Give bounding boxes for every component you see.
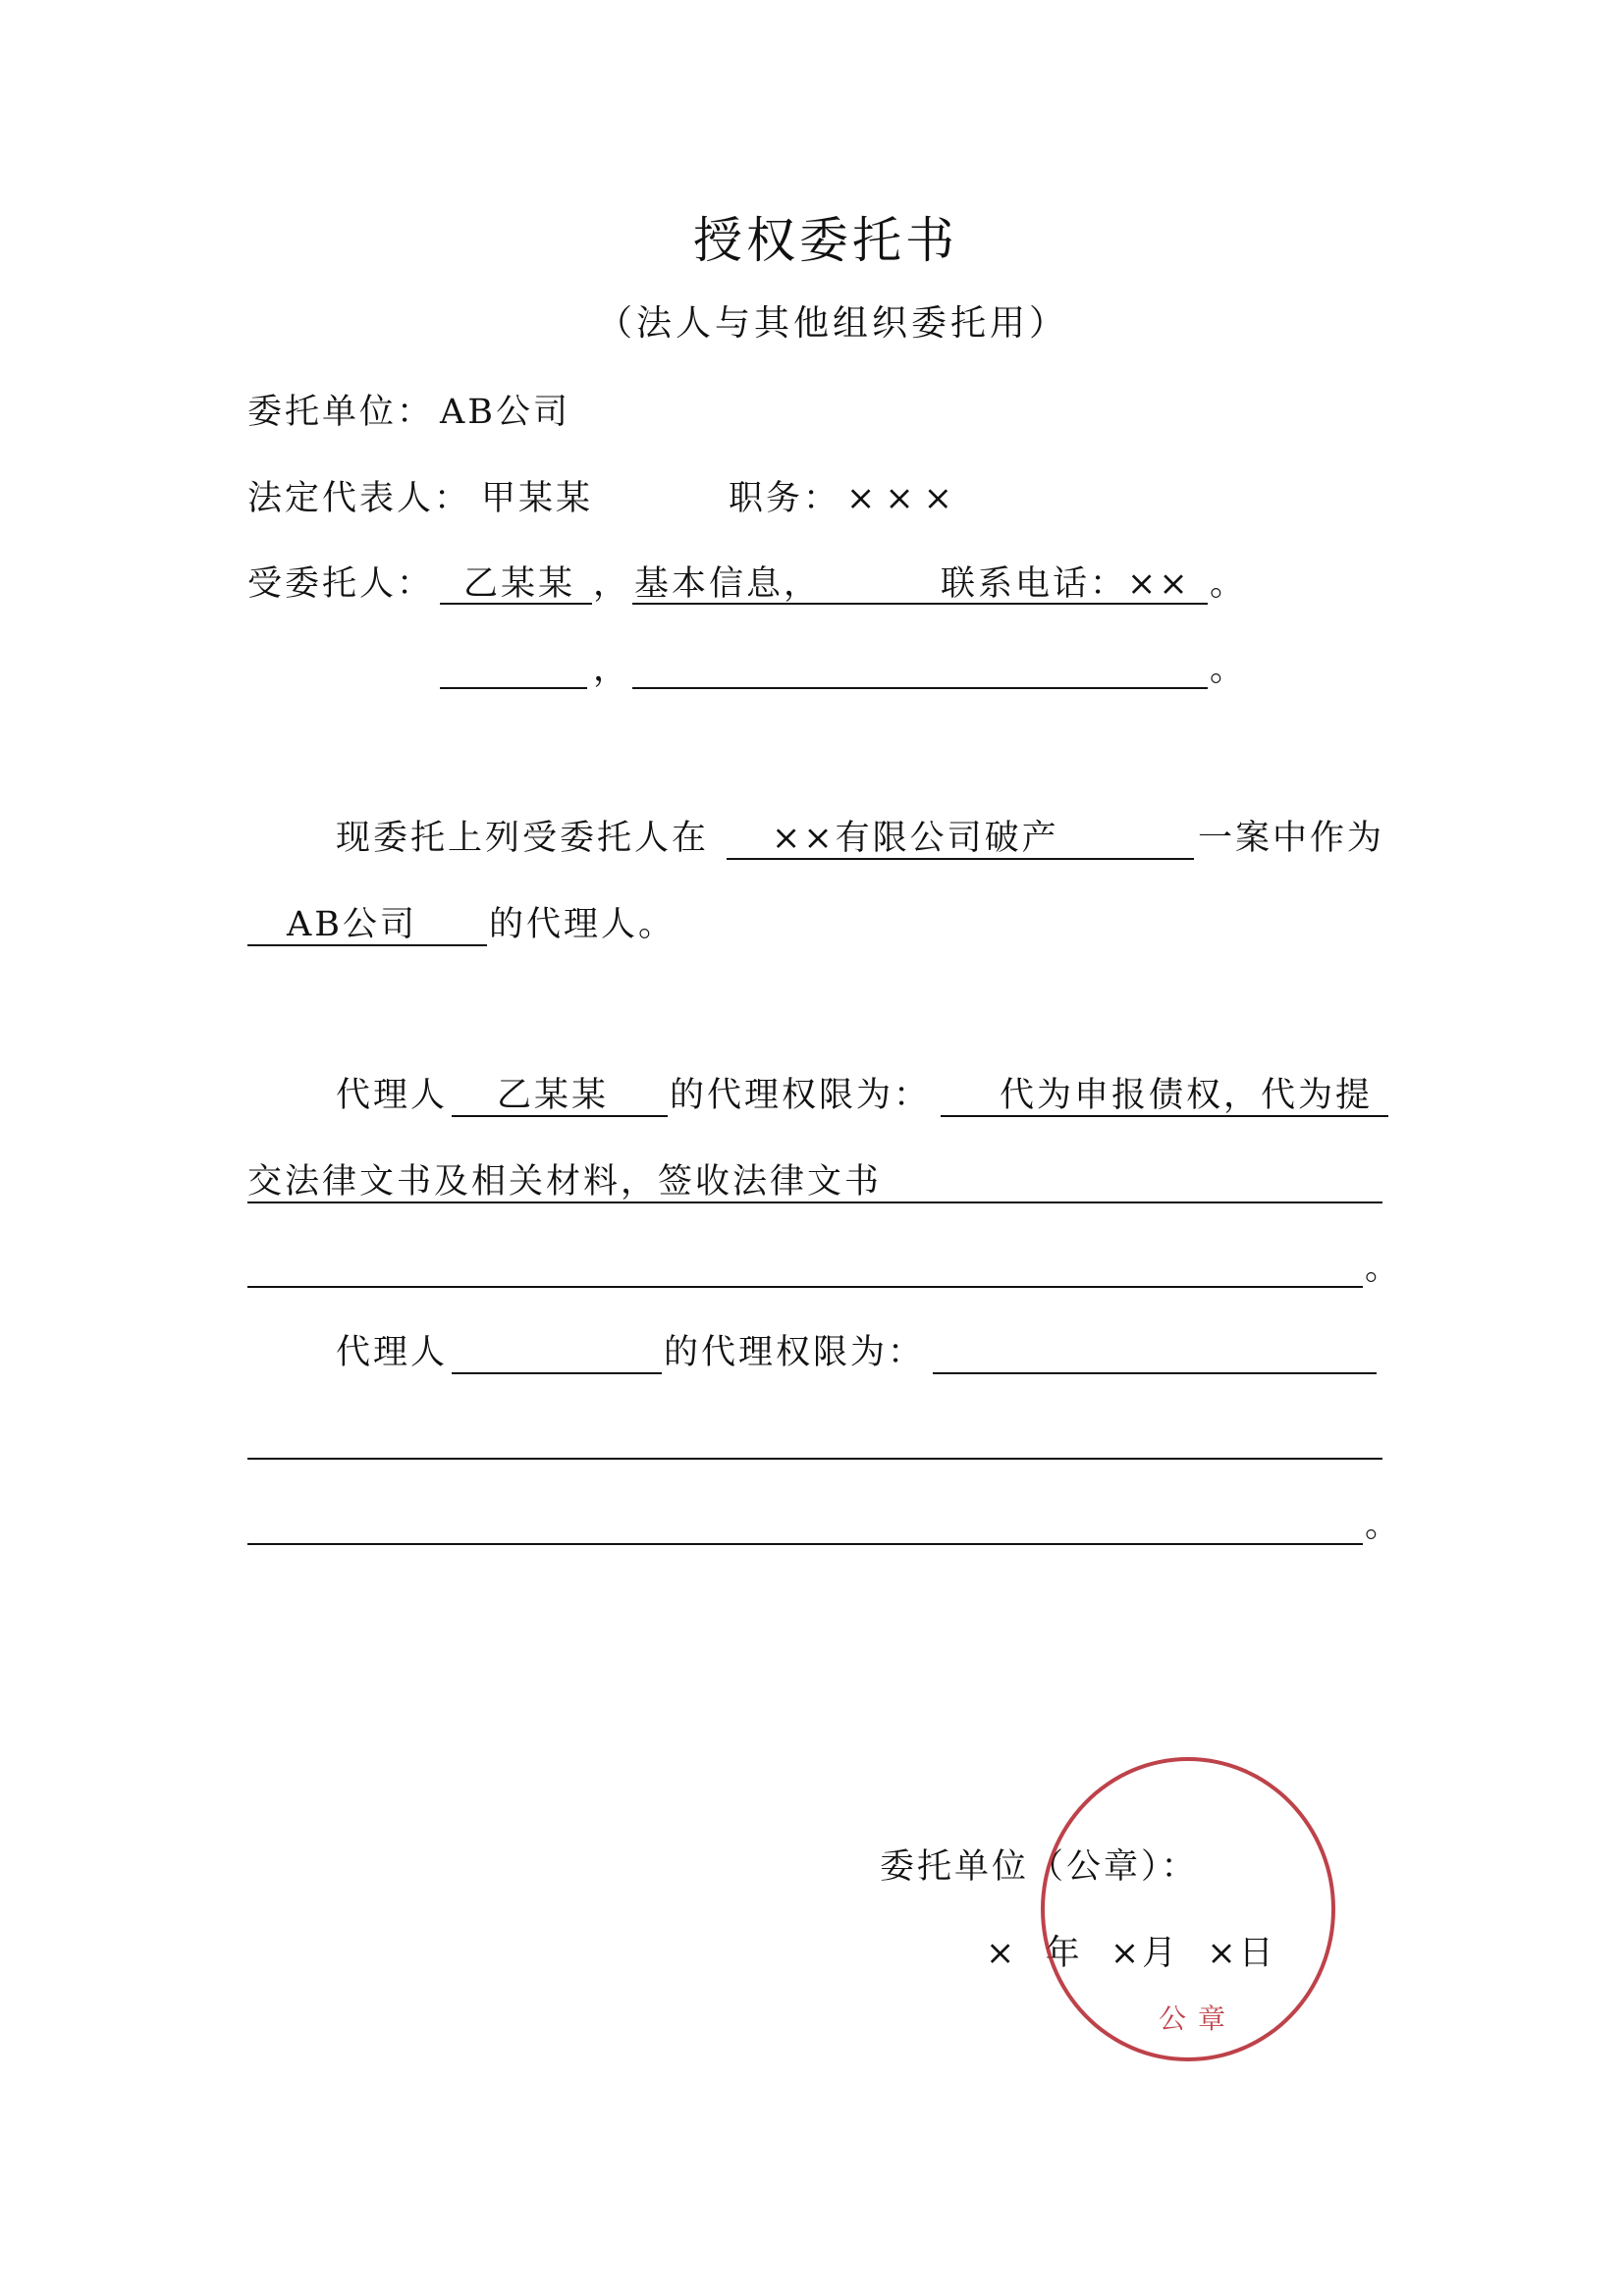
seal-text: 公章 <box>1159 2002 1238 2035</box>
agent1-prefix: 代理人 <box>336 1076 449 1115</box>
legal-rep-value: 甲某某 <box>481 479 594 518</box>
agent1-scope-underline2 <box>247 1201 1382 1203</box>
trustee2-sep: ， <box>593 650 631 689</box>
agent2-mid: 的代理权限为： <box>664 1333 926 1372</box>
agent1-scope-line1: 代为申报债权，代为提 <box>1000 1076 1374 1115</box>
entrust-case-underline <box>727 858 1194 860</box>
agent1-end: 。 <box>1365 1249 1403 1288</box>
trustee-phone-label: 联系电话：×× <box>941 564 1191 604</box>
agent2-end: 。 <box>1365 1506 1403 1545</box>
entrust-party: AB公司 <box>287 905 417 944</box>
position-label: 职务： <box>729 479 841 518</box>
trustee-sep: ， <box>593 564 631 604</box>
trustee-info-label: 基本信息， <box>634 564 822 604</box>
entrust-mid: 一案中作为 <box>1198 819 1385 858</box>
agent2-scope-underline2 <box>247 1458 1382 1460</box>
agent1-scope-line2: 交法律文书及相关材料，签收法律文书 <box>247 1162 883 1201</box>
legal-rep-label: 法定代表人： <box>247 479 472 518</box>
agent2-scope-underline1 <box>933 1372 1377 1374</box>
position-value: ××× <box>846 479 962 518</box>
company-seal <box>1041 1757 1335 2061</box>
document-title: 授权委托书 <box>693 212 958 269</box>
trustee2-name-line <box>440 687 587 689</box>
agent1-scope-underline3 <box>247 1286 1363 1288</box>
entrust-suffix: 的代理人。 <box>489 905 677 944</box>
signature-date: × 年 ×月 ×日 <box>986 1934 1276 1973</box>
trustee-name-underline <box>440 603 592 605</box>
entrust-prefix: 现委托上列受委托人在 <box>336 819 710 858</box>
trustee-name: 乙某某 <box>463 564 576 604</box>
agent2-prefix: 代理人 <box>336 1333 449 1372</box>
agent1-mid: 的代理权限为： <box>670 1076 932 1115</box>
trustee-end: 。 <box>1210 564 1248 604</box>
signature-label: 委托单位（公章）： <box>880 1847 1199 1887</box>
trustee2-info-line <box>632 687 1208 689</box>
agent1-name: 乙某某 <box>497 1076 610 1115</box>
agent2-scope-underline3 <box>247 1543 1363 1545</box>
entrust-party-underline <box>247 944 487 946</box>
agent1-scope-underline1 <box>941 1115 1388 1117</box>
entrusting-unit-value: AB公司 <box>440 393 570 432</box>
trustee2-end: 。 <box>1210 650 1248 689</box>
trustee-label: 受委托人： <box>247 564 435 604</box>
document-subtitle: （法人与其他组织委托用） <box>597 303 1069 344</box>
trustee-info-underline <box>632 603 1208 605</box>
agent1-name-underline <box>452 1115 668 1117</box>
entrust-case-name: ××有限公司破产 <box>772 819 1059 858</box>
agent2-name-underline <box>452 1372 662 1374</box>
entrusting-unit-label: 委托单位： <box>247 393 435 432</box>
